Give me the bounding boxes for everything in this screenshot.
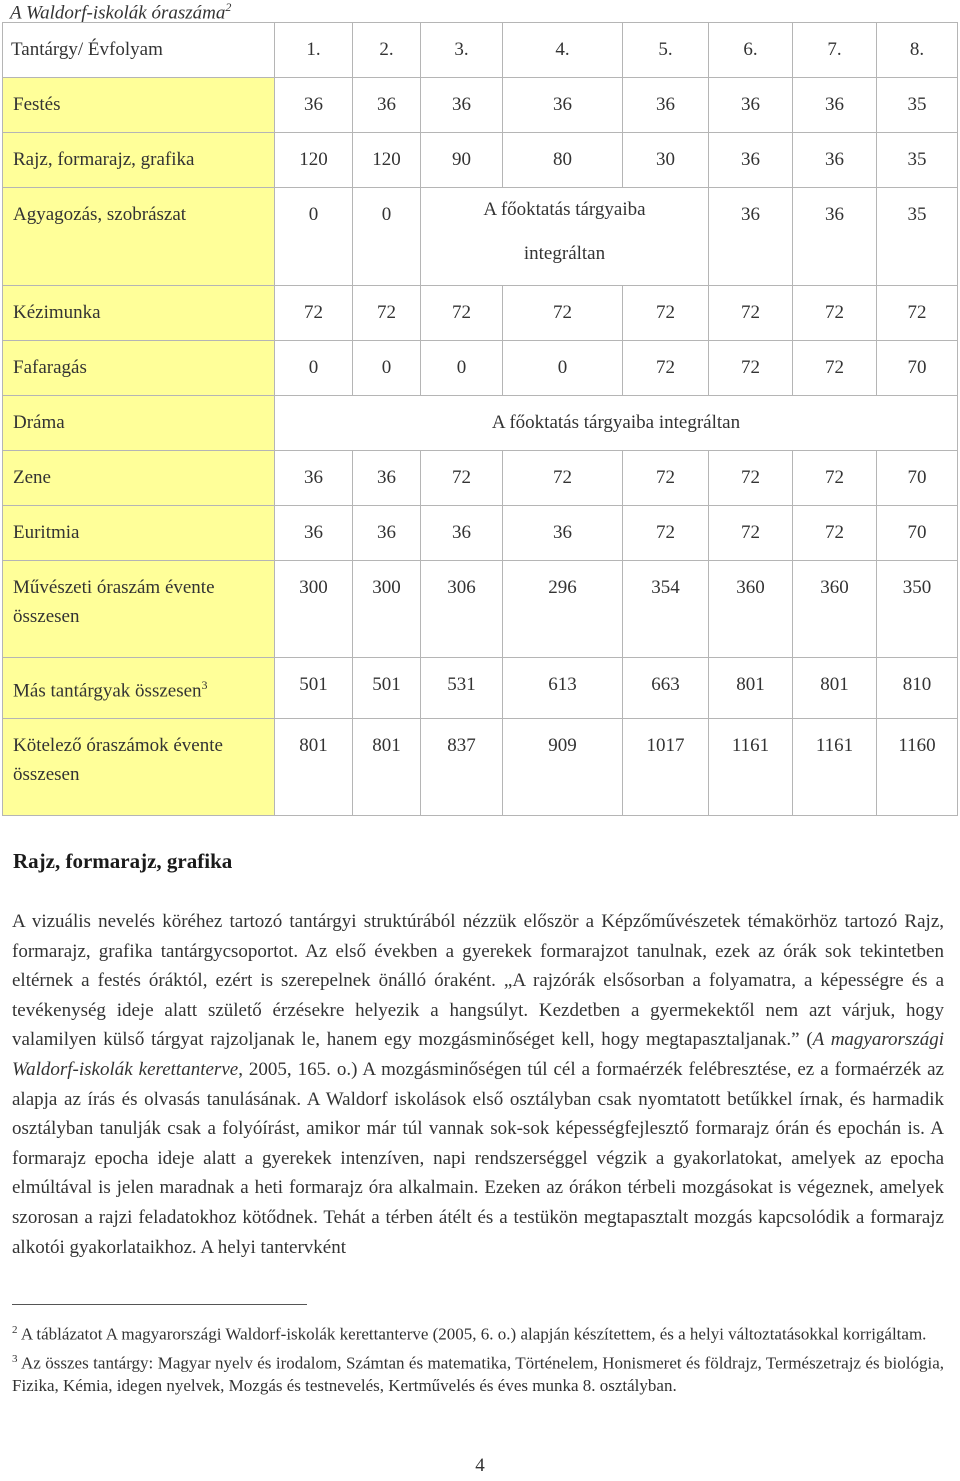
cell-value-text: 360 [736, 577, 765, 598]
row-subject: Zene [3, 451, 275, 506]
page-number: 4 [475, 1455, 485, 1476]
table-row [3, 133, 958, 188]
cell-value: 72 [503, 286, 623, 341]
cell-value: 72 [623, 506, 709, 561]
cell-value: 0 [421, 341, 503, 396]
cell-value: 501 [353, 658, 421, 719]
integrated-note [421, 188, 709, 286]
cell-value [877, 561, 958, 658]
cell-value: 36 [353, 451, 421, 506]
row-subject: Euritmia [3, 506, 275, 561]
caption-text: A Waldorf-iskolák óraszáma [10, 2, 226, 24]
footnote-separator [12, 1304, 307, 1305]
cell-value-text: 354 [651, 577, 680, 598]
cell-value [877, 719, 958, 816]
cell-value [623, 719, 709, 816]
cell-value: 72 [877, 286, 958, 341]
cell-value: 613 [503, 658, 623, 719]
cell-value: 120 [353, 133, 421, 188]
body-part-2: , 2005, 165. o.) A mozgásminőségen túl cél a formaérzék felébresztése, ez a formaérzék az alapja az írás és olvasás tanulásának. A Waldorf iskolások első osztályban csak nyomtatott betűkkel írnak, és harmadik osztályban tanulják csak a folyóírást, amikor már túl vannak sok-sok képességfejlesztő formarajz órán és epochán is. A formarajz epocha ideje alatt a gyerekek intenzíven, napi rendszerséggel végzik a gyakorlatokat, amelyek az epocha elmúltával is jelen maradnak a heti formarajz óra alkalmain. Ezeken az órákon térbeli mozgásokat is végeznek, amelyek szorosan a rajzi feladatokhoz kötődnek. Tehát a térben átélt és a testükön megtapasztalt mozgás kapcsolódik a formarajz alkotói gyakorlataikhoz. A helyi tantervként [12, 1058, 944, 1258]
cell-value-text: 801 [372, 735, 401, 757]
cell-value: 0 [503, 341, 623, 396]
cell-value: 36 [709, 188, 793, 286]
cell-value: 35 [877, 78, 958, 133]
cell-value [421, 561, 503, 658]
footnote-text: A táblázatot A magyarországi Waldorf-iskolák kerettanterve (2005, 6. o.) alapján készítettem, és a helyi változtatásokkal korrigáltam. [20, 1324, 927, 1344]
timetable [2, 22, 958, 816]
cell-value: 36 [353, 78, 421, 133]
cell-value-text: 300 [299, 577, 328, 598]
footnote [12, 1319, 944, 1346]
body-paragraph [12, 907, 944, 1262]
body-part-1: A vizuális nevelés köréhez tartozó tantárgyi struktúrából nézzük először a Képzőművészetek témakörhöz tartozó Rajz, formarajz, grafika tantárgycsoportot. Az első években a gyerekek formarajzot tanulnak, ezek az órák sok tekintetben eltérnek a festés óráktól, ezért is szerepelnek önálló óraként. „A rajzórák elsősorban a folyamatra, a képességre és a tevékenység ideje alatt születő érzésekre helyezik a hangsúlyt. Kezdetben a gyermekektől nem azt várjuk, hogy valamilyen külső tárgyat rajzoljanak le, hanem egy mozgásminőséget kell, hogy megtapasztaljanak.” ( [12, 911, 944, 1051]
cell-value-text: 350 [902, 577, 932, 598]
cell-value: 36 [421, 78, 503, 133]
cell-value-text: 1161 [731, 735, 770, 757]
cell-value: 72 [623, 286, 709, 341]
cell-value-text: 296 [548, 577, 577, 598]
table-row [3, 451, 958, 506]
cell-value [793, 561, 877, 658]
cell-value-text: 360 [820, 577, 849, 598]
cell-value-text: 1161 [815, 735, 854, 757]
cell-value: 801 [793, 658, 877, 719]
footnote-number: 3 [12, 1353, 18, 1366]
cell-value: 72 [275, 286, 353, 341]
footnotes [12, 1319, 944, 1400]
cell-value: 36 [275, 78, 353, 133]
cell-value: 72 [709, 341, 793, 396]
cell-value: 72 [623, 451, 709, 506]
cell-value [353, 561, 421, 658]
cell-value: 36 [275, 451, 353, 506]
table-row [3, 188, 958, 286]
table-row [3, 658, 958, 719]
table-row [3, 286, 958, 341]
cell-value: 36 [793, 188, 877, 286]
cell-value-text: 801 [299, 735, 328, 757]
cell-value [275, 719, 353, 816]
header-grade: 2. [353, 23, 421, 78]
cell-value: 72 [793, 451, 877, 506]
table-row [3, 719, 958, 816]
cell-value: 80 [503, 133, 623, 188]
cell-value: 36 [275, 506, 353, 561]
cell-value: 72 [793, 506, 877, 561]
header-grade: 7. [793, 23, 877, 78]
cell-value: 36 [503, 78, 623, 133]
footnote [12, 1348, 944, 1398]
cell-value: 72 [503, 451, 623, 506]
cell-value: 72 [793, 341, 877, 396]
cell-value: 72 [623, 341, 709, 396]
header-grade: 4. [503, 23, 623, 78]
cell-value-text: 1017 [646, 735, 685, 757]
footnote-number: 2 [12, 1324, 18, 1336]
cell-value: 72 [709, 451, 793, 506]
cell-value: 0 [275, 188, 353, 286]
cell-value [503, 561, 623, 658]
cell-value [353, 719, 421, 816]
table-header-row [3, 23, 958, 78]
cell-value: 72 [793, 286, 877, 341]
cell-value: 72 [709, 506, 793, 561]
row-footnote-ref: 3 [201, 678, 208, 692]
cell-value: 72 [709, 286, 793, 341]
cell-value-text: 909 [548, 735, 577, 757]
header-grade: 1. [275, 23, 353, 78]
cell-value: 810 [877, 658, 958, 719]
cell-value: 36 [503, 506, 623, 561]
section-title: Rajz, formarajz, grafika [13, 849, 233, 873]
row-subject: Dráma [3, 396, 275, 451]
cell-value: 90 [421, 133, 503, 188]
row-subject: Agyagozás, szobrászat [3, 188, 275, 286]
cell-value: 501 [275, 658, 353, 719]
header-grade: 8. [877, 23, 958, 78]
cell-value-text: 300 [372, 577, 401, 598]
cell-value [421, 719, 503, 816]
cell-value: 30 [623, 133, 709, 188]
cell-value: 35 [877, 133, 958, 188]
cell-value: 0 [353, 188, 421, 286]
row-subject: Kézimunka [3, 286, 275, 341]
cell-value: 36 [421, 506, 503, 561]
integrated-note-text: A főoktatás tárgyaiba integráltan [483, 199, 646, 264]
cell-value [793, 719, 877, 816]
cell-value: 36 [793, 133, 877, 188]
table-row [3, 506, 958, 561]
cell-value-text: 306 [447, 577, 476, 598]
row-subject: Művészeti óraszám évente összesen [3, 561, 275, 658]
header-grade: 3. [421, 23, 503, 78]
cell-value: 0 [275, 341, 353, 396]
cell-value: 120 [275, 133, 353, 188]
header-subject: Tantárgy/ Évfolyam [3, 23, 275, 78]
cell-value: 36 [793, 78, 877, 133]
body-text [12, 907, 944, 1262]
cell-value-text: 837 [447, 735, 476, 757]
table-row [3, 396, 958, 451]
cell-value: 531 [421, 658, 503, 719]
cell-value: 801 [709, 658, 793, 719]
cell-value: 35 [877, 188, 958, 286]
cell-value [709, 561, 793, 658]
cell-value: 72 [421, 286, 503, 341]
cell-value: 70 [877, 341, 958, 396]
cell-value: 663 [623, 658, 709, 719]
caption-footnote-ref: 2 [225, 0, 232, 14]
cell-value: 72 [353, 286, 421, 341]
table-row [3, 78, 958, 133]
cell-value: 36 [709, 78, 793, 133]
table-row [3, 561, 958, 658]
cell-value: 70 [877, 451, 958, 506]
table-row [3, 341, 958, 396]
cell-value [275, 561, 353, 658]
table-caption [10, 0, 231, 24]
cell-value: 72 [421, 451, 503, 506]
row-subject: Kötelező óraszámok évente összesen [3, 719, 275, 816]
header-grade: 6. [709, 23, 793, 78]
row-subject: Rajz, formarajz, grafika [3, 133, 275, 188]
cell-value: 36 [353, 506, 421, 561]
cell-value [503, 719, 623, 816]
cell-value: 0 [353, 341, 421, 396]
cell-value [709, 719, 793, 816]
cell-value: 70 [877, 506, 958, 561]
header-grade: 5. [623, 23, 709, 78]
footnote-text: Az összes tantárgy: Magyar nyelv és irodalom, Számtan és matematika, Történelem, Honismeret és földrajz, Természetrajz és biológia, Fizika, Kémia, idegen nyelvek, Mozgás és testnevelés, Kertművelés és éves munka 8. osztályban. [12, 1353, 944, 1396]
row-subject: Fafaragás [3, 341, 275, 396]
integrated-note: A főoktatás tárgyaiba integráltan [275, 396, 958, 451]
cell-value-text: 1160 [898, 735, 936, 757]
row-subject-text: Más tantárgyak összesen [13, 680, 202, 702]
cell-value [623, 561, 709, 658]
citation-title: A magyarországi Waldorf-iskolák kerettanterve [12, 1029, 944, 1080]
row-subject: Festés [3, 78, 275, 133]
cell-value: 36 [623, 78, 709, 133]
row-subject [3, 658, 275, 719]
cell-value: 36 [709, 133, 793, 188]
